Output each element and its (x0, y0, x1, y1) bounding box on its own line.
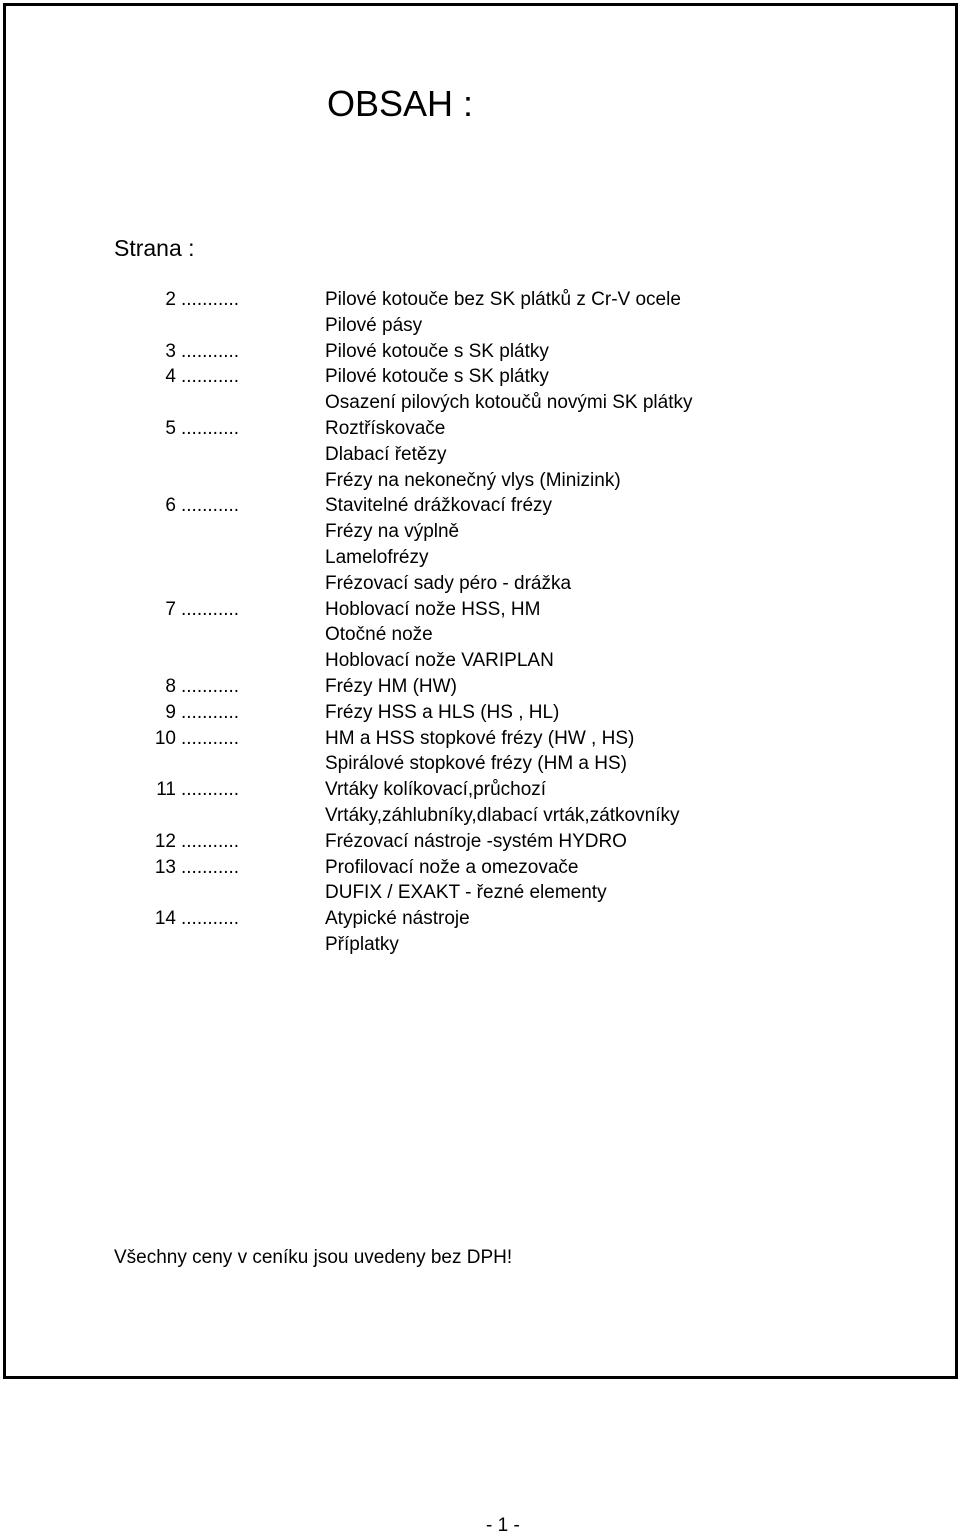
toc-entry-text: Atypické nástroje (325, 908, 470, 930)
toc-row (0, 700, 960, 726)
toc-page-number: 6 (165, 495, 176, 517)
toc-entry-text: Frézy HM (HW) (325, 675, 457, 697)
toc-page-number: 13 (154, 856, 176, 878)
toc-row (0, 726, 960, 752)
toc-row (0, 364, 960, 390)
toc-entry-text: Frézovací nástroje -systém HYDRO (325, 830, 627, 852)
toc-entry-text: HM a HSS stopkové frézy (HW , HS) (325, 727, 635, 749)
toc-entry-text: Frézy na nekonečný vlys (Minizink) (325, 469, 621, 491)
toc-entry-text: Hoblovací nože VARIPLAN (325, 650, 554, 672)
toc-leader-dots: ........... (181, 598, 240, 620)
toc-row (0, 932, 960, 958)
toc-page-number: 5 (165, 417, 176, 439)
page-column-label: Strana : (114, 235, 195, 261)
toc-leader-dots: ........... (181, 856, 240, 878)
table-of-contents (0, 287, 960, 958)
toc-leader-dots: ........... (181, 701, 240, 723)
toc-entry-text: Pilové kotouče bez SK plátků z Cr-V ocele (325, 289, 681, 310)
toc-leader-dots: ........... (181, 289, 240, 310)
toc-entry-text: Frézovací sady péro - drážka (325, 572, 572, 594)
toc-page-number: 14 (154, 908, 176, 930)
toc-entry-text: Osazení pilových kotoučů novými SK plátky (325, 392, 693, 414)
page-title: OBSAH : (327, 83, 474, 124)
toc-entry-text: Frézy na výplně (325, 521, 460, 543)
toc-page-number: 3 (165, 340, 176, 362)
toc-page-number: 12 (154, 830, 176, 852)
toc-row (0, 313, 960, 339)
toc-leader-dots: ........... (181, 366, 240, 388)
toc-entry-text: Spirálové stopkové frézy (HM a HS) (325, 753, 627, 775)
toc-row (0, 287, 960, 313)
toc-leader-dots: ........... (181, 727, 240, 749)
price-note: Všechny ceny v ceníku jsou uvedeny bez DPH! (114, 1247, 513, 1268)
toc-page-number: 11 (156, 779, 176, 801)
toc-page-number: 7 (165, 598, 176, 620)
toc-row (0, 906, 960, 932)
toc-row (0, 442, 960, 468)
toc-entry-text: Pilové pásy (325, 314, 423, 336)
toc-row (0, 674, 960, 700)
toc-page-number: 4 (165, 366, 176, 388)
toc-row (0, 803, 960, 829)
toc-row (0, 339, 960, 365)
toc-entry-text: Otočné nože (325, 624, 433, 646)
toc-entry-text: DUFIX / EXAKT - řezné elementy (325, 882, 607, 904)
toc-entry-text: Lamelofrézy (325, 546, 429, 568)
toc-page-number: 9 (165, 701, 176, 723)
toc-row (0, 493, 960, 519)
toc-row (0, 468, 960, 494)
toc-page-number: 10 (154, 727, 176, 749)
toc-row (0, 751, 960, 777)
toc-entry-text: Vrtáky,záhlubníky,dlabací vrták,zátkovníky (325, 804, 680, 826)
toc-entry-text: Stavitelné drážkovací frézy (325, 495, 553, 517)
toc-leader-dots: ........... (181, 495, 240, 517)
toc-row (0, 390, 960, 416)
toc-leader-dots: ........... (181, 830, 240, 852)
toc-row (0, 880, 960, 906)
toc-entry-text: Pilové kotouče s SK plátky (325, 340, 549, 362)
toc-entry-text: Příplatky (325, 933, 399, 955)
toc-leader-dots: ........... (181, 417, 240, 439)
toc-leader-dots: ........... (181, 779, 240, 801)
toc-entry-text: Dlabací řetězy (325, 443, 447, 465)
toc-entry-text: Frézy HSS a HLS (HS , HL) (325, 701, 560, 723)
toc-page-number: 2 (165, 289, 176, 310)
toc-entry-text: Roztřískovače (325, 417, 446, 439)
toc-row (0, 519, 960, 545)
toc-row (0, 545, 960, 571)
toc-row (0, 777, 960, 803)
toc-leader-dots: ........... (181, 340, 240, 362)
toc-entry-text: Vrtáky kolíkovací,průchozí (325, 779, 547, 801)
toc-page-number: 8 (165, 675, 176, 697)
toc-row (0, 648, 960, 674)
toc-entry-text: Pilové kotouče s SK plátky (325, 366, 549, 388)
toc-row (0, 622, 960, 648)
toc-entry-text: Profilovací nože a omezovače (325, 856, 579, 878)
page-number-footer: - 1 - (486, 1515, 520, 1536)
toc-entry-text: Hoblovací nože HSS, HM (325, 598, 541, 620)
toc-row (0, 855, 960, 881)
toc-leader-dots: ........... (181, 675, 240, 697)
toc-leader-dots: ........... (181, 908, 240, 930)
toc-row (0, 416, 960, 442)
toc-row (0, 829, 960, 855)
toc-row (0, 571, 960, 597)
toc-row (0, 597, 960, 623)
